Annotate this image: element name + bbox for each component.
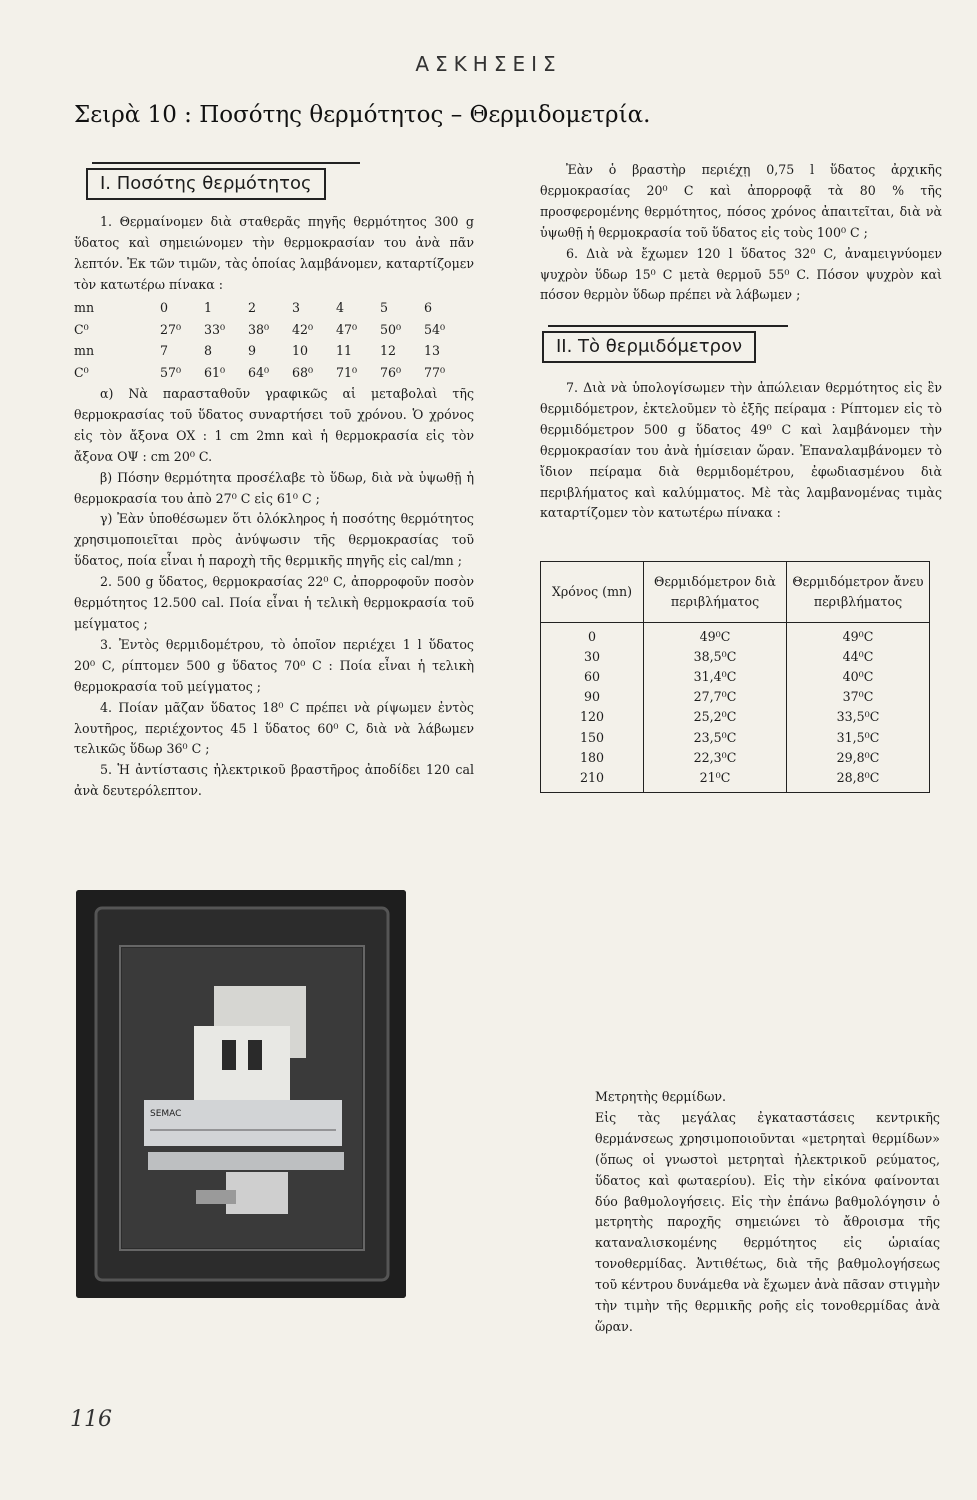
- exercise-5: 5. Ἡ ἀντίστασις ἠλεκτρικοῦ βραστῆρος ἀποδίδει 120 cal ἀνὰ δευτερόλεπτον.: [74, 762, 474, 799]
- page-number: 116: [70, 1407, 112, 1432]
- right-column-section-2: [540, 378, 942, 524]
- running-head: ΑΣΚΗΣΕΙΣ: [415, 52, 562, 76]
- calorimeter-table: [540, 561, 930, 793]
- section-1-heading: I. Ποσότης θερμότητος: [86, 168, 326, 200]
- grid-cell: 77⁰: [424, 364, 446, 380]
- grid-row: [74, 340, 474, 362]
- grid-cell: 10: [292, 343, 309, 359]
- grid-cell: 4: [336, 300, 345, 316]
- grid-cell: 33⁰: [204, 321, 226, 337]
- grid-row: [74, 362, 474, 384]
- measurement-grid: [74, 297, 474, 383]
- grid-cell: 12: [380, 343, 397, 359]
- table-cell: 22,3⁰C: [644, 747, 787, 767]
- exercise-1-intro: 1. Θερμαίνομεν διὰ σταθερᾶς πηγῆς θερμότητος 300 g ὕδατος καὶ σημειώνομεν τὴν θερμοκρασίαν του ἀνὰ πᾶν λεπτόν. Ἐκ τῶν τιμῶν, τὰς ὁποίας λαμβάνομεν, καταρτίζομεν τὸν κατωτέρω πίνακα :: [74, 214, 474, 292]
- photo-caption: [595, 1087, 940, 1338]
- table-row: [541, 666, 930, 686]
- grid-row-label: mn: [74, 343, 95, 359]
- heading-rule: [92, 162, 360, 164]
- table-cell: 44⁰C: [787, 646, 930, 666]
- grid-cell: 27⁰: [160, 321, 182, 337]
- grid-row-label: mn: [74, 300, 95, 316]
- table-cell: 49⁰C: [644, 623, 787, 647]
- grid-cell: 64⁰: [248, 364, 270, 380]
- table-row: [541, 727, 930, 747]
- grid-row-label: C⁰: [74, 321, 89, 337]
- grid-cell: 54⁰: [424, 321, 446, 337]
- table-cell: 120: [541, 707, 644, 727]
- heat-meter-photo: [76, 890, 406, 1298]
- exercise-1-c: γ) Ἐὰν ὑποθέσωμεν ὅτι ὁλόκληρος ἡ ποσότης θερμότητος χρησιμοποιεῖται πρὸς ἀνύψωσιν τῆς θερμοκρασίας τοῦ ὕδατος, ποία εἶναι ἡ παροχὴ τῆς θερμικῆς πηγῆς εἰς cal/mn ;: [74, 511, 474, 569]
- exercise-3: 3. Ἐντὸς θερμιδομέτρου, τὸ ὁποῖον περιέχει 1 l ὕδατος 20⁰ C, ρίπτομεν 500 g ὕδατος 70⁰ C : Ποία εἶναι ἡ τελικὴ θερμοκρασία τοῦ μείγματος ;: [74, 636, 474, 694]
- grid-cell: 2: [248, 300, 257, 316]
- heading-rule: [548, 325, 788, 327]
- grid-cell: 3: [292, 300, 301, 316]
- table-cell: 28,8⁰C: [787, 767, 930, 792]
- table-cell: 60: [541, 666, 644, 686]
- grid-cell: 76⁰: [380, 364, 402, 380]
- grid-cell: 57⁰: [160, 364, 182, 380]
- grid-cell: 38⁰: [248, 321, 270, 337]
- table-cell: 210: [541, 767, 644, 792]
- exercise-5-continued: Ἐὰν ὁ βραστὴρ περιέχῃ 0,75 l ὕδατος ἀρχικῆς θερμοκρασίας 20⁰ C καὶ ἀπορροφᾷ τὰ 80 % τῆς προσφερομένης θερμότητος, πόσος χρόνος ἀπαιτεῖται, διὰ νὰ ὑψωθῇ ἡ θερμοκρασία τοῦ ὕδατος εἰς τοὺς 100⁰ C ;: [540, 162, 942, 240]
- table-cell: 180: [541, 747, 644, 767]
- grid-cell: 61⁰: [204, 364, 226, 380]
- left-column-body: [74, 384, 474, 802]
- grid-cell: 11: [336, 343, 353, 359]
- section-2-heading: II. Τὸ θερμιδόμετρον: [542, 331, 756, 363]
- table-cell: 21⁰C: [644, 767, 787, 792]
- grid-cell: 5: [380, 300, 389, 316]
- grid-cell: 6: [424, 300, 433, 316]
- grid-cell: 71⁰: [336, 364, 358, 380]
- table-cell: 90: [541, 687, 644, 707]
- table-row: [541, 747, 930, 767]
- column-header-without-casing: Θερμιδόμετρον ἄνευ περιβλήματος: [787, 562, 930, 623]
- grid-cell: 1: [204, 300, 213, 316]
- table-row: [541, 646, 930, 666]
- grid-cell: 7: [160, 343, 169, 359]
- exercise-4: 4. Ποίαν μᾶζαν ὕδατος 18⁰ C πρέπει νὰ ρίψωμεν ἐντὸς λουτῆρος, περιέχοντος 45 l ὕδατος 60⁰ C, διὰ νὰ λάβωμεν τελικῶς ὕδωρ 36⁰ C ;: [74, 699, 474, 757]
- exercise-7: 7. Διὰ νὰ ὑπολογίσωμεν τὴν ἀπώλειαν θερμότητος εἰς ἓν θερμιδόμετρον, ἐκτελοῦμεν τὸ ἑξῆς πείραμα : Ρίπτομεν εἰς τὸ θερμιδόμετρον 500 g ὕδατος 49⁰ C καὶ λαμβάνομεν τὴν θερμοκρασίαν του ἀνὰ ἡμίσειαν ὥραν. Ἐπαναλαμβάνομεν τὸ ἴδιον πείραμα διὰ θερμιδομέτρου, ἐφωδιασμένου διὰ περιβλήματος καὶ καλύμματος. Μὲ τὰς λαμβανομένας τιμὰς καταρτίζομεν τὸν κατωτέρω πίνακα :: [540, 380, 942, 521]
- column-header-with-casing: Θερμιδόμετρον διὰ περιβλήματος: [644, 562, 787, 623]
- heat-meter-illustration: [76, 890, 406, 1298]
- grid-cell: 0: [160, 300, 169, 316]
- grid-row-label: C⁰: [74, 364, 89, 380]
- table-cell: 40⁰C: [787, 666, 930, 686]
- table-header-row: [541, 562, 930, 623]
- table-row: [541, 767, 930, 792]
- exercise-1-b: β) Πόσην θερμότητα προσέλαβε τὸ ὕδωρ, διὰ νὰ ὑψωθῇ ἡ θερμοκρασία του ἀπὸ 27⁰ C εἰς 61⁰ C ;: [74, 469, 474, 506]
- table-cell: 29,8⁰C: [787, 747, 930, 767]
- table-cell: 25,2⁰C: [644, 707, 787, 727]
- grid-cell: 68⁰: [292, 364, 314, 380]
- table-cell: 31,4⁰C: [644, 666, 787, 686]
- caption-title: Μετρητὴς θερμίδων.: [595, 1089, 727, 1104]
- exercise-1-a: α) Νὰ παρασταθοῦν γραφικῶς αἱ μεταβολαὶ τῆς θερμοκρασίας τοῦ ὕδατος συναρτήσει τοῦ χρόνου. Ὁ χρόνος εἰς τὸν ἄξονα ΟΧ : 1 cm 2mn καὶ ἡ θερμοκρασία εἰς τὸν ἄξονα ΟΨ : cm 20⁰ C.: [74, 386, 474, 464]
- right-column-top: [540, 160, 942, 306]
- table-cell: 31,5⁰C: [787, 727, 930, 747]
- meter-brand-label: SEMAC: [150, 1109, 182, 1119]
- table-row: [541, 707, 930, 727]
- grid-cell: 50⁰: [380, 321, 402, 337]
- exercise-6: 6. Διὰ νὰ ἔχωμεν 120 l ὕδατος 32⁰ C, ἀναμειγνύομεν ψυχρὸν ὕδωρ 15⁰ C μετὰ θερμοῦ 55⁰ C. Πόσον ψυχρὸν καὶ πόσον θερμὸν ὕδωρ πρέπει νὰ λάβωμεν ;: [540, 245, 942, 303]
- grid-row: [74, 319, 474, 341]
- column-header-time: Χρόνος (mn): [541, 562, 644, 623]
- table-cell: 37⁰C: [787, 687, 930, 707]
- exercise-2: 2. 500 g ὕδατος, θερμοκρασίας 22⁰ C, ἀπορροφοῦν ποσὸν θερμότητος 12.500 cal. Ποία εἶναι ἡ τελικὴ θερμοκρασία τοῦ μείγματος ;: [74, 574, 474, 631]
- table-cell: 33,5⁰C: [787, 707, 930, 727]
- grid-row: [74, 297, 474, 319]
- table-row: [541, 687, 930, 707]
- grid-cell: 9: [248, 343, 257, 359]
- grid-cell: 47⁰: [336, 321, 358, 337]
- grid-cell: 42⁰: [292, 321, 314, 337]
- table-cell: 38,5⁰C: [644, 646, 787, 666]
- grid-cell: 13: [424, 343, 441, 359]
- series-title: Σειρὰ 10 : Ποσότης θερμότητος – Θερμιδομετρία.: [74, 102, 651, 128]
- caption-body: Εἰς τὰς μεγάλας ἐγκαταστάσεις κεντρικῆς θερμάνσεως χρησιμοποιοῦνται «μετρηταὶ θερμίδων» (ὅπως οἱ γνωστοὶ μετρηταὶ ἠλεκτρικοῦ ρεύματος, ὕδατος καὶ φωταερίου). Εἰς τὴν εἰκόνα φαίνονται δύο βαθμολογήσεις. Εἰς τὴν ἐπάνω βαθμολόγησιν ὁ μετρητὴς παροχῆς σημειώνει τὸ ἄθροισμα τῆς καταναλισκομένης θερμότητος εἰς ὡριαίας τονοθερμίδας. Ἀντιθέτως, διὰ τῆς βαθμολογήσεως τοῦ κέντρου δυνάμεθα νὰ ἔχωμεν ἀνὰ πᾶσαν στιγμὴν τὴν τιμὴν τῆς θερμικῆς ροῆς εἰς τονοθερμίδας ἀνὰ ὥραν.: [595, 1109, 940, 1334]
- table-cell: 30: [541, 646, 644, 666]
- table-cell: 23,5⁰C: [644, 727, 787, 747]
- table-cell: 0: [541, 623, 644, 647]
- left-column-intro: [74, 212, 474, 296]
- table-cell: 27,7⁰C: [644, 687, 787, 707]
- table-cell: 49⁰C: [787, 623, 930, 647]
- table-cell: 150: [541, 727, 644, 747]
- table-row: [541, 623, 930, 647]
- grid-cell: 8: [204, 343, 213, 359]
